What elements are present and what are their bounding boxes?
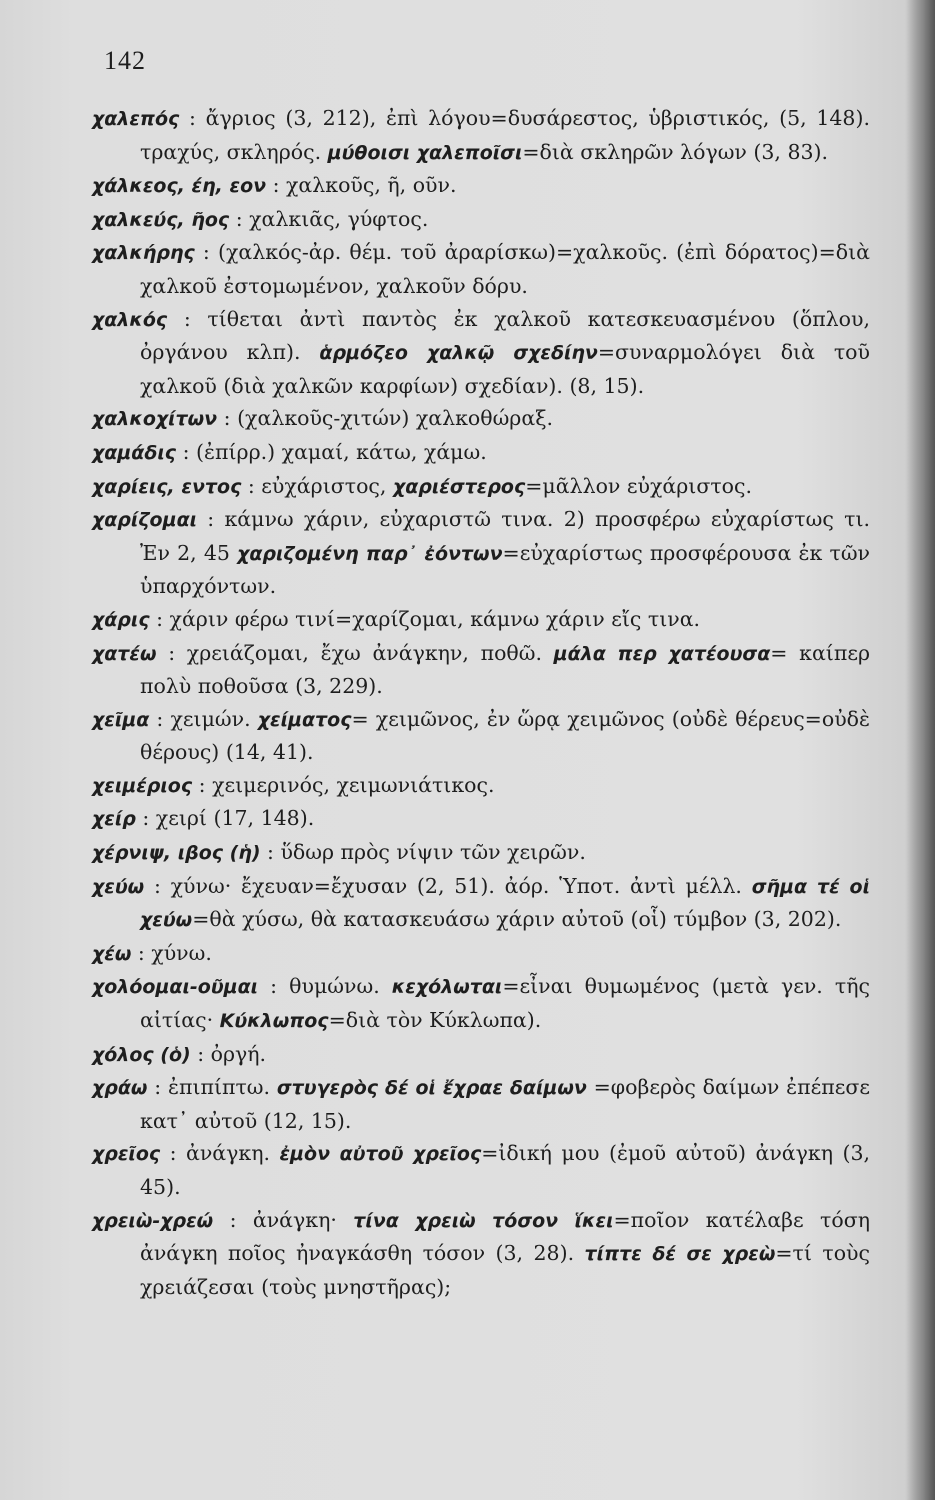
dictionary-entry <box>92 937 870 971</box>
entry-quotation: μάλα περ χατέουσα <box>553 642 771 665</box>
entry-definition: : χάριν φέρω τινί=χαρίζομαι, κάμνω χάριν εἴς τινα. <box>149 606 701 631</box>
page-number: 142 <box>104 46 146 75</box>
entry-definition: =θὰ χύσω, θὰ κατασκευάσω χάριν αὐτοῦ (οἷ) τύμβον (3, 202). <box>192 907 842 932</box>
entry-definition: = χειμῶνος, ἐν ὥρᾳ χειμῶνος (οὐδὲ θέρευς=οὐδὲ θέρους) (14, 41). <box>140 706 870 765</box>
entry-definition: : χειμερινός, χειμωνιάτικος. <box>192 772 495 797</box>
dictionary-entry <box>92 802 870 836</box>
entry-headword: χειμέριος <box>92 774 193 797</box>
entry-definition: : (χαλκοῦς-χιτών) χαλκοθώραξ. <box>217 406 554 431</box>
entry-quotation: σῆμα τέ οἱ χεύω <box>140 875 870 932</box>
entry-definition: : ἀνάγκη. <box>160 1141 280 1166</box>
entry-quotation: χαριέστερος <box>392 475 526 498</box>
entry-quotation: χαριζομένη παρ᾽ ἐόντων <box>237 542 503 565</box>
entry-headword: χαλκοχίτων <box>92 408 218 431</box>
dictionary-entry <box>92 603 870 637</box>
entry-quotation: ἐμὸν αὐτοῦ χρεῖος <box>279 1143 482 1166</box>
entry-definition: : ἀνάγκη· <box>213 1207 354 1232</box>
dictionary-entry <box>92 503 870 603</box>
dictionary-entry <box>92 970 870 1037</box>
dictionary-entry <box>92 303 870 403</box>
entry-definition: : τίθεται ἀντὶ παντὸς ἐκ χαλκοῦ κατεσκευασμένου (ὅπλου, ὀργάνου κλπ). <box>140 306 870 365</box>
entry-definition: : χύνω. <box>131 940 212 965</box>
entry-definition: =τί τοὺς χρειάζεσαι (τοὺς μνηστῆρας); <box>140 1241 870 1299</box>
dictionary-entry <box>92 769 870 803</box>
entry-definition: : χρειάζομαι, ἔχω ἀνάγκην, ποθῶ. <box>156 640 554 665</box>
dictionary-entry <box>92 1038 870 1072</box>
entry-headword: χράω <box>92 1077 148 1100</box>
entry-headword: χείρ <box>92 808 136 831</box>
entry-definition: : (ἐπίρρ.) χαμαί, κάτω, χάμω. <box>176 439 487 464</box>
entry-definition: : χαλκοῦς, ῆ, οῦν. <box>266 173 457 198</box>
page-spine-shadow <box>905 0 935 1500</box>
entry-headword: χόλος (ὁ) <box>92 1043 191 1066</box>
entry-definition: =διὰ σκληρῶν λόγων (3, 83). <box>522 139 829 164</box>
dictionary-entry <box>92 1137 870 1203</box>
entry-definition: =ἰδική μου (ἐμοῦ αὐτοῦ) ἀνάγκη (3, 45). <box>140 1141 871 1199</box>
entry-headword: χάλκεος, έη, εον <box>92 175 267 198</box>
entry-headword: χαρίζομαι <box>92 509 198 532</box>
entry-headword: χατέω <box>92 642 157 665</box>
dictionary-entry <box>92 203 870 237</box>
entry-definition: : χειρί (17, 148). <box>135 806 315 831</box>
entry-headword: χαρίεις, εντος <box>92 475 242 498</box>
dictionary-entry <box>92 470 870 504</box>
entry-definition: =εἶναι θυμωμένος (μετὰ γεν. τῆς αἰτίας· <box>140 974 870 1033</box>
entry-definition: : (χαλκός-ἀρ. θέμ. τοῦ ἀραρίσκω)=χαλκοῦς. (ἐπὶ δόρατος)=διὰ χαλκοῦ ἐστομωμένον, χαλκοῦν δόρυ. <box>140 240 870 298</box>
entry-headword: χέω <box>92 942 132 965</box>
entry-headword: χρεῖος <box>92 1143 161 1166</box>
entry-definition: : χαλκιᾶς, γύφτος. <box>229 206 429 231</box>
entry-quotation: τίπτε δέ σε χρεὼ <box>584 1243 776 1266</box>
entry-quotation: στυγερὸς δέ οἱ ἔχραε δαίμων <box>276 1077 587 1100</box>
entry-headword: χαμάδις <box>92 441 177 464</box>
entry-headword: χεῖμα <box>92 708 150 731</box>
dictionary-entry <box>92 1071 870 1137</box>
entry-definition: =εὐχαρίστως προσφέρουσα ἐκ τῶν ὑπαρχόντων. <box>140 540 870 599</box>
entry-definition: =φοβερὸς δαίμων ἐπέπεσε κατ᾽ αὐτοῦ (12, 15). <box>140 1075 870 1133</box>
entry-headword: χεύω <box>92 875 145 898</box>
entry-headword: χέρνιψ, ιβος (ἡ) <box>92 842 261 865</box>
entry-definition: : ἄγριος (3, 212), ἐπὶ λόγου=δυσάρεστος, ὑβριστικός, (5, 148). τραχύς, σκληρός. <box>140 106 870 164</box>
entry-definition: : ὕδωρ πρὸς νίψιν τῶν χειρῶν. <box>260 840 586 865</box>
entry-headword: χολόομαι-οῦμαι <box>92 976 259 999</box>
dictionary-entry <box>92 1204 870 1304</box>
entry-headword: χαλεπός <box>92 108 180 130</box>
dictionary-entry <box>92 436 870 470</box>
entry-definition: =διὰ τὸν Κύκλωπα). <box>328 1008 542 1033</box>
entry-definition: : χύνω· ἔχευαν=ἔχυσαν (2, 51). ἀόρ. Ὑποτ. ἀντὶ μέλλ. <box>144 873 752 898</box>
entry-quotation: τίνα χρειὼ τόσον ἵκει <box>353 1209 614 1232</box>
dictionary-entry <box>92 836 870 870</box>
entry-quotation: κεχόλωται <box>391 976 503 999</box>
entry-headword: χαλκεύς, ῆος <box>92 208 230 231</box>
entry-quotation: ἁρμόζεο χαλκῷ σχεδίην <box>319 342 598 365</box>
entry-quotation: χείματος <box>257 708 352 731</box>
entry-headword: χρειὼ-χρεώ <box>92 1209 214 1232</box>
dictionary-entry <box>92 169 870 203</box>
dictionary-entry <box>92 637 870 703</box>
entry-headword: χάρις <box>92 608 150 631</box>
entry-definition: =συναρμολόγει διὰ τοῦ χαλκοῦ (διὰ χαλκῶν καρφίων) σχεδίαν). (8, 15). <box>140 340 870 398</box>
entry-definition: : χειμών. <box>149 706 258 731</box>
entry-definition: =ποῖον κατέλαβε τόση ἀνάγκη ποῖος ἠναγκάσθη τόσον (3, 28). <box>140 1207 870 1266</box>
entry-definition: =μᾶλλον εὐχάριστος. <box>525 473 753 498</box>
entry-definition: : θυμώνω. <box>258 974 392 999</box>
entry-quotation: Κύκλωπος <box>219 1010 329 1033</box>
dictionary-entries <box>92 102 870 1303</box>
dictionary-entry <box>92 236 870 302</box>
entry-definition: : ἐπιπίπτω. <box>147 1075 277 1100</box>
entry-quotation: μύθοισι χαλεποῖσι <box>327 141 523 164</box>
dictionary-entry <box>92 402 870 436</box>
entry-definition: : ὀργή. <box>190 1041 267 1066</box>
entry-headword: χαλκός <box>92 308 168 331</box>
entry-headword: χαλκήρης <box>92 242 195 265</box>
entry-definition: = καίπερ πολὺ ποθοῦσα (3, 229). <box>140 640 870 699</box>
dictionary-entry <box>92 102 870 169</box>
dictionary-entry <box>92 870 870 937</box>
entry-definition: : κάμνω χάριν, εὐχαριστῶ τινα. 2) προσφέρω εὐχαρίστως τι. Ἐν 2, 45 <box>140 507 870 565</box>
entry-definition: : εὐχάριστος, <box>241 473 393 498</box>
dictionary-entry <box>92 703 870 769</box>
